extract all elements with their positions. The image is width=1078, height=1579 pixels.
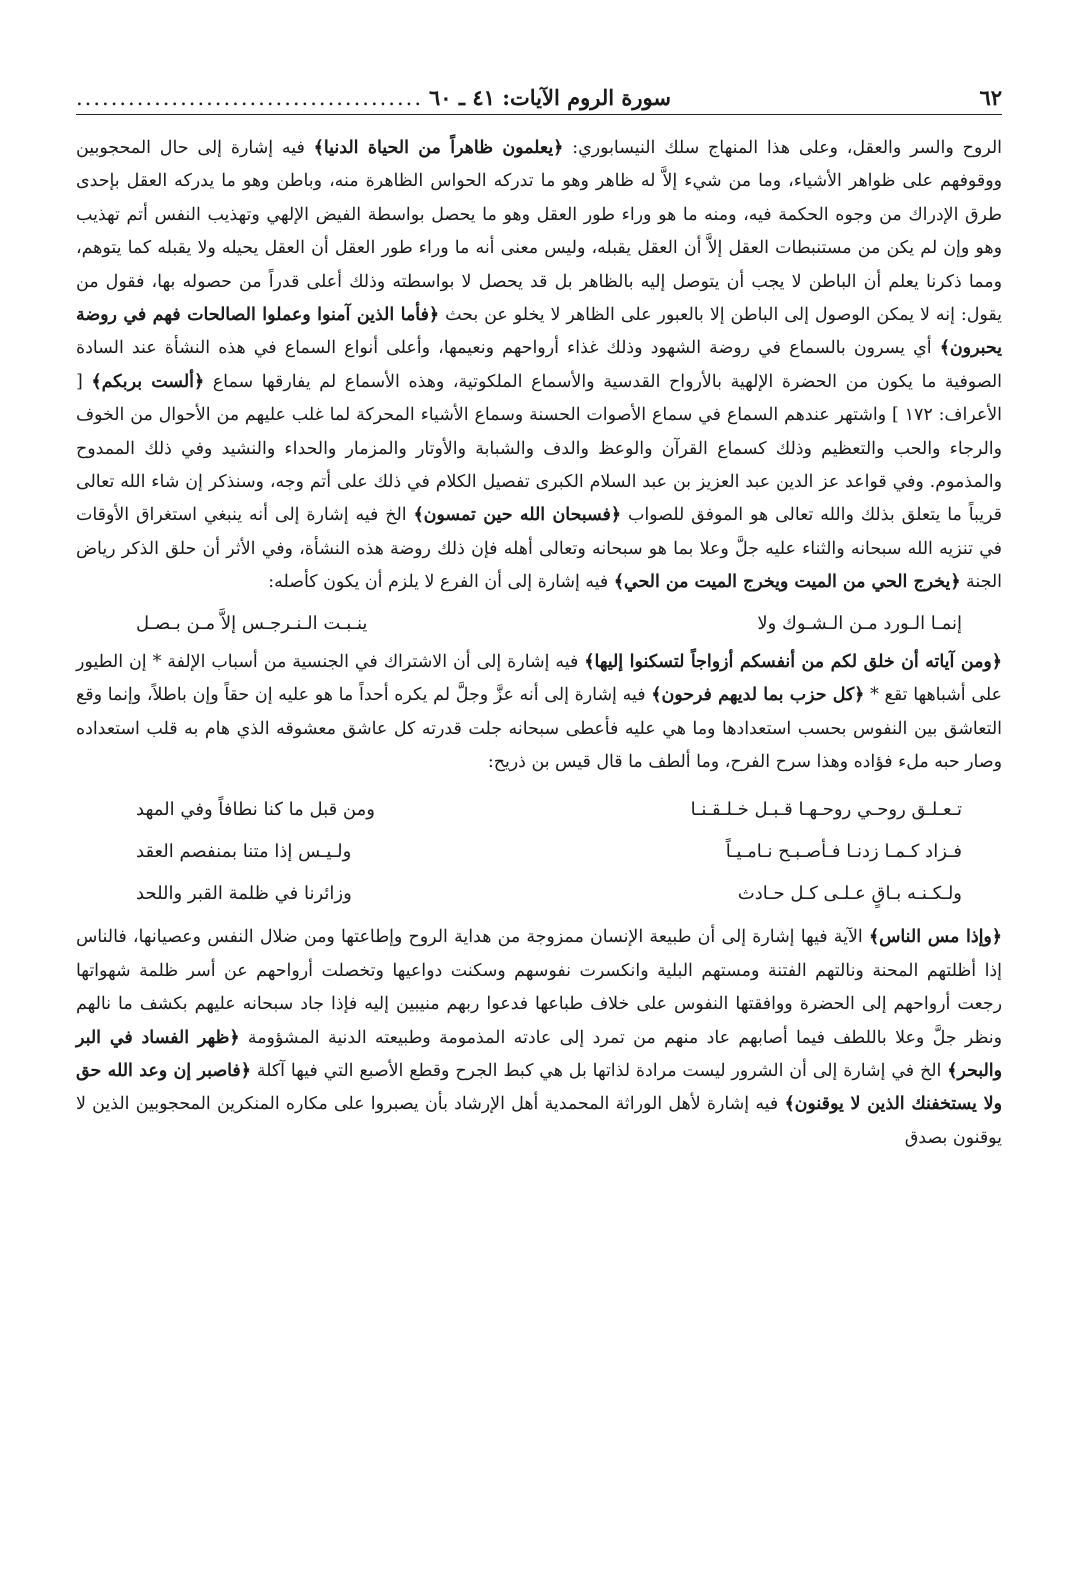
page-number: ٦٢ [979, 85, 1002, 110]
surah-title: سورة الروم الآيات: ٤١ ـ ٦٠ [429, 85, 671, 110]
text-run: الروح والسر والعقل، وعلى هذا المنهاج سلك النيسابوري: [563, 138, 1002, 158]
verse-line [76, 789, 1002, 831]
text-run: الآية فيها إشارة إلى أن طبيعة الإنسان ممزوجة من هداية الروح وإطاعتها ومن ضلال النفس وعصيانها، فالناس إذا أظلتهم المحنة ونالتهم الفتنة ومستهم البلية وانكسرت نفوسهم وسكنت دواعيها وتخصلت أرواحهم عن أسر ظلمة شهواتها رجعت أرواحهم إلى الحضرة ووافقتها النفوس على خلاف طباعها فدعوا ربهم منيبين إليه فإذا جاد سبحانه عليهم بكشف ما نالهم ونظر جلَّ وعلا باللطف فيما أصابهم عاد منهم من تمرد إلى عادته المذمومة وطبيعته الدنية المشؤومة [76, 927, 1003, 1048]
quran-quote: ﴿يخرج الحي من الميت ويخرج الميت من الحي﴾ [613, 572, 961, 593]
quran-quote: ﴿يعلمون ظاهراً من الحياة الدنيا﴾ [313, 138, 564, 158]
text-run: فيه إشارة لأهل الوراثة المحمدية أهل الإرشاد بأن يصبروا على مكاره المنكرين المحجوبين الذين لا يوقنون بصدق [76, 1094, 1002, 1148]
text-run: الخ في إشارة إلى أن الشرور ليست مرادة لذاتها بل هي كبط الجرح وقطع الأصبع التي فيها آكلة [250, 1060, 948, 1081]
paragraph-3 [76, 921, 1002, 1155]
quran-quote: ﴿ألست بربكم﴾ [91, 371, 205, 392]
poem [76, 789, 1002, 915]
verse-hemistich-first: إنمـا الـورد مـن الـشـوك ولا [757, 612, 962, 634]
verse-hemistich-second: ينـبـت الـنـرجـس إلاَّ مـن بـصـل [136, 612, 368, 634]
verse-line [76, 604, 1002, 644]
verse-hemistich-second: ومن قبل ما كنا نطافاً وفي المهد [136, 799, 375, 821]
verse-line [76, 831, 1002, 873]
paragraph-2 [76, 646, 1002, 780]
quran-quote: ﴿وإذا مس الناس﴾ [868, 927, 1002, 948]
verse-hemistich-first: تـعـلـق روحـي روحـهـا قـبـل خـلـقـنـا [690, 799, 962, 821]
text-run: [ الأعراف: ١٧٢ ] واشتهر عندهم السماع في سماع الأصوات الحسنة وسماع الأشياء المحركة لما غلب عليهم من الأحوال من الخوف والرجاء والحب والتعظيم وذلك كسماع القرآن والوعظ والدف والشبابة والأوتار والمزمار والحداء والنشيد وفي ذلك الممدوح والمذموم. وفي قواعد عز الدين عبد العزيز بن عبد السلام الكبرى تفصيل الكلام في ذلك على أتم وجه، وسنذكر إن شاء الله تعالى قريباً ما يتعلق بذلك والله تعالى هو الموفق للصواب [76, 371, 1003, 526]
text-run: فيه إشارة إلى أنه عزَّ وجلَّ لم يكره أحداً ما هو عليه إن حقاً وإن باطلاً، وإنما وقع التعاشق بين النفوس بحسب استعدادها وما هي عليه فأعطى سبحانه جلت قدرته كل عاشق معشوقه الذي هام به قلب استعداده وصار حبه ملء فؤاده وهذا سرح الفرح، وما ألطف ما قال قيس بن ذريح: [76, 685, 1002, 772]
paragraph-1 [76, 132, 1002, 600]
page-body [76, 132, 1002, 1155]
verse-hemistich-first: فـزاد كـمـا زدنـا فـأصـبـح نـامـيـاً [725, 841, 962, 863]
quran-quote: ﴿فأما الذين آمنوا وعملوا الصالحات فهم في روضة يحبرون﴾ [76, 305, 1002, 359]
verse-hemistich-second: ولـيـس إذا متنا بمنفصم العقد [136, 841, 352, 863]
quran-quote: ﴿ومن آياته أن خلق لكم من أنفسكم أزواجاً لتسكنوا إليها﴾ [584, 651, 1002, 672]
text-run: أي يسرون بالسماع في روضة الشهود وذلك غذاء أرواحهم ونعيمها، وأعلى أنواع السماع في هذه النشأة عند السادة الصوفية ما يكون من الحضرة الإلهية بالأرواح القدسية والأسماع الملكوتية، وهذه الأسماع لم يفارقها سماع [76, 338, 1002, 392]
text-run: فيه إشارة إلى أن الاشتراك في الجنسية من أسباب الإلفة * إن الطيور على أشباهها تقع * [76, 651, 1003, 706]
running-title [76, 85, 671, 110]
quran-quote: ﴿فسبحان الله حين تمسون﴾ [413, 505, 622, 526]
page-header [76, 70, 1002, 115]
verse-line [76, 873, 1002, 915]
verse-hemistich-first: ولـكـنـه بـاقٍ عـلـى كـل حـادث [737, 883, 962, 905]
text-run: فيه إشارة إلى حال المحجوبين ووقوفهم على ظواهر الأشياء، وما من شيء إلاَّ له ظاهر وهو ما تدركه الحواس الظاهرة منه، وباطن وهو ما يدركه العقل بإحدى طرق الإدراك من وجوه الحكمة فيه، ومنه ما هو وراء طور العقل وهو ما يحصل بواسطة الفيض الإلهي وتهذيب النفس أتم تهذيب وهو وإن لم يكن من مستنبطات العقل إلاَّ أن العقل يقبله، وليس معنى أنه ما وراء طور العقل أن العقل يحيله ولا يقبله كما يتوهم، ومما ذكرنا يعلم أن الباطن لا يجب أن يتوصل إليه بالظاهر بل قد يحصل لا بواسطته وذلك أعلى قدراً من حصوله بها، فقول من يقول: إنه لا يمكن الوصول إلى الباطن إلا بالعبور على الظاهر لا يخلو عن بحث [76, 138, 1002, 326]
quran-quote: ﴿فاصبر إن وعد الله حق ولا يستخفنك الذين لا يوقنون﴾ [76, 1060, 1002, 1115]
quran-quote: ﴿ظهر الفساد في البر والبحر﴾ [76, 1027, 1003, 1081]
quran-quote: ﴿كل حزب بما لديهم فرحون﴾ [651, 685, 865, 706]
leader-dots: ........................................ [76, 86, 424, 110]
text-run: فيه إشارة إلى أن الفرع لا يلزم أن يكون كأصله: [268, 572, 614, 593]
verse-hemistich-second: وزائرنا في ظلمة القبر واللحد [136, 883, 352, 905]
text-run: الخ فيه إشارة إلى أنه ينبغي استغراق الأوقات في تنزيه الله سبحانه والثناء عليه جلَّ وعلا بما هو سبحانه وتعالى أهله فإن ذلك روضة هذه النشأة، وفي الأثر أن حلق الذكر رياض الجنة [76, 505, 1002, 593]
